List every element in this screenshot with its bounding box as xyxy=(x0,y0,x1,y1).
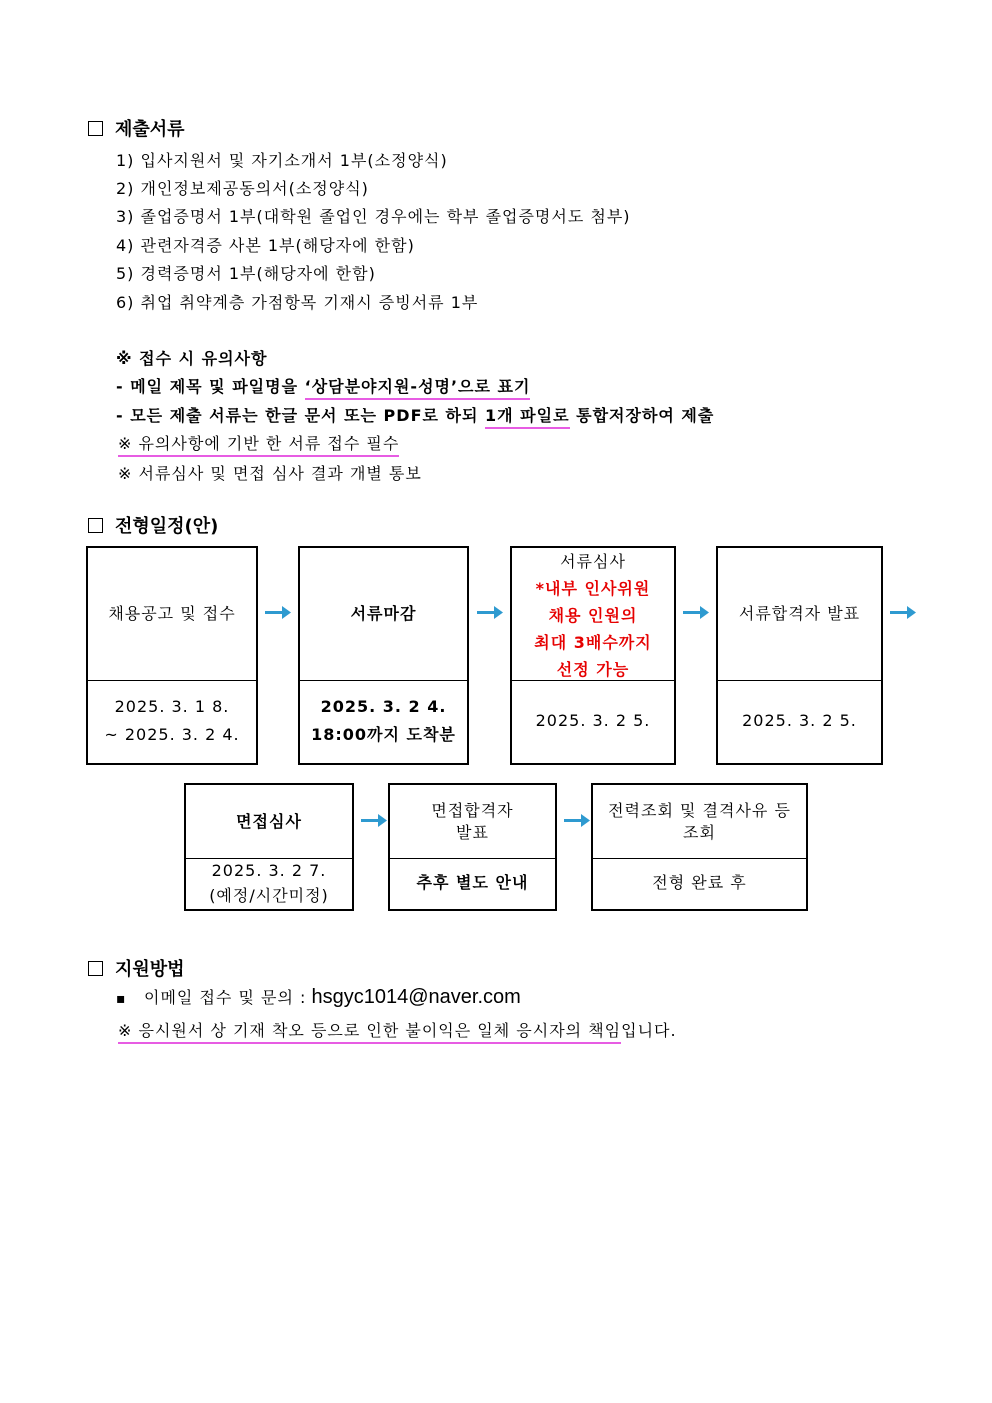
step-5-date: 2025. 3. 2 7. (예정/시간미정) xyxy=(209,860,329,905)
arrow-right-icon xyxy=(360,813,388,829)
schedule-step-1 xyxy=(86,546,258,765)
notes-line-2 xyxy=(116,403,714,429)
apply-method xyxy=(116,985,521,1009)
checkbox-square-icon xyxy=(88,121,103,136)
apply-notice-suffix: 입니다. xyxy=(621,1021,677,1040)
document-item-6: 6) 취업 취약계층 가점항목 기재시 증빙서류 1부 xyxy=(116,293,479,312)
step-4-title: 서류합격자 발표 xyxy=(718,548,881,681)
step-2-date: 2025. 3. 2 4. 18:00까지 도착분 xyxy=(311,696,456,744)
step-7-date: 전형 완료 후 xyxy=(652,872,747,892)
notes-line-2-suffix: 통합저장하여 제출 xyxy=(569,406,715,425)
notes-line-2-highlight: 1개 파일로 xyxy=(485,403,570,429)
schedule-step-6 xyxy=(388,783,557,911)
notes-title: ※ 접수 시 유의사항 xyxy=(116,349,268,368)
schedule-step-2 xyxy=(298,546,469,765)
step-7-title: 전력조회 및 결격사유 등 조회 xyxy=(593,785,806,859)
checkbox-square-icon xyxy=(88,518,103,533)
document-item-4: 4) 관련자격증 사본 1부(해당자에 한함) xyxy=(116,236,415,255)
bullet-square-icon: ▪ xyxy=(116,991,126,1007)
step-3-date: 2025. 3. 2 5. xyxy=(535,710,651,730)
schedule-step-7 xyxy=(591,783,808,911)
step-6-date: 추후 별도 안내 xyxy=(416,872,529,892)
step-2-title: 서류마감 xyxy=(300,548,467,681)
step-5-title: 면접심사 xyxy=(186,785,352,859)
apply-email: hsgyc1014@naver.com xyxy=(311,986,521,1008)
notes-line-1 xyxy=(116,374,530,400)
apply-notice-highlight: ※ 응시원서 상 기재 착오 등으로 인한 불이익은 일체 응시자의 책임 xyxy=(118,1018,621,1044)
step-6-title: 면접합격자 발표 xyxy=(390,785,555,859)
schedule-step-5 xyxy=(184,783,354,911)
notes-line-3-highlight: ※ 유의사항에 기반 한 서류 접수 필수 xyxy=(118,431,399,457)
schedule-heading: 전형일정(안) xyxy=(88,512,218,538)
checkbox-square-icon xyxy=(88,961,103,976)
apply-heading: 지원방법 xyxy=(88,955,185,981)
schedule-step-4 xyxy=(716,546,883,765)
document-item-2: 2) 개인정보제공동의서(소정양식) xyxy=(116,179,369,198)
step-3-title: 서류심사 *내부 인사위원 채용 인원의 최대 3배수까지 선정 가능 xyxy=(512,548,674,681)
document-item-5: 5) 경력증명서 1부(해당자에 한함) xyxy=(116,264,376,283)
notes-line-2-text: - 모든 제출 서류는 한글 문서 또는 PDF로 하되 xyxy=(116,406,486,425)
documents-heading: 제출서류 xyxy=(88,115,185,141)
step-1-date: 2025. 3. 1 8. ~ 2025. 3. 2 4. xyxy=(104,696,240,744)
document-item-1: 1) 입사지원서 및 자기소개서 1부(소정양식) xyxy=(116,151,448,170)
apply-notice xyxy=(118,1018,677,1044)
step-4-date: 2025. 3. 2 5. xyxy=(742,710,857,730)
notes-line-1-text: - 메일 제목 및 파일명을 xyxy=(116,377,305,396)
document-item-3: 3) 졸업증명서 1부(대학원 졸업인 경우에는 학부 졸업증명서도 첨부) xyxy=(116,207,631,226)
notes-line-4: ※ 서류심사 및 면접 심사 결과 개별 통보 xyxy=(118,464,422,483)
notes-line-3 xyxy=(118,431,399,457)
arrow-right-icon xyxy=(264,605,292,621)
schedule-step-3 xyxy=(510,546,676,765)
arrow-right-icon xyxy=(889,605,917,621)
notes-line-1-highlight: ‘상담분야지원-성명’으로 표기 xyxy=(305,374,531,400)
arrow-right-icon xyxy=(563,813,591,829)
step-1-title: 채용공고 및 접수 xyxy=(88,548,256,681)
arrow-right-icon xyxy=(476,605,504,621)
arrow-right-icon xyxy=(682,605,710,621)
apply-method-label: 이메일 접수 및 문의 : xyxy=(144,988,307,1007)
